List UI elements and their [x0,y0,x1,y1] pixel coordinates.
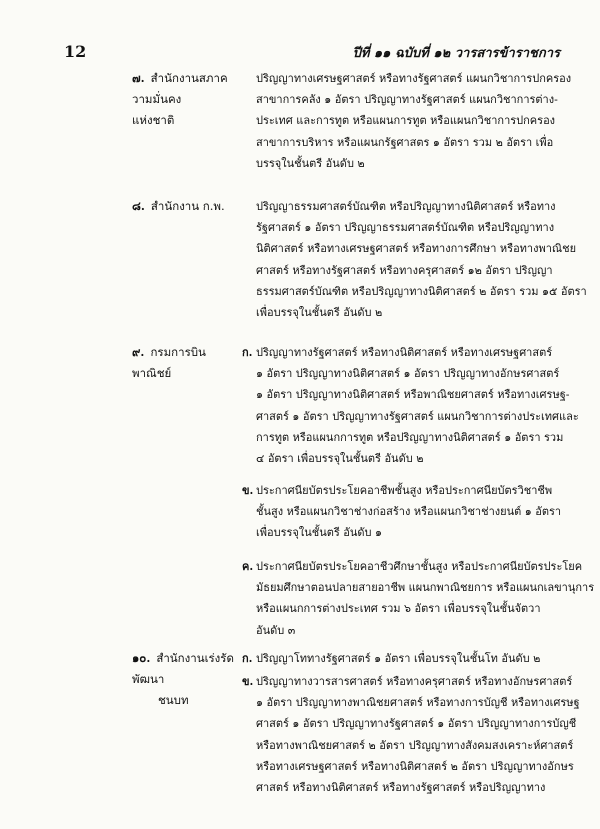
text-line: การทูต หรือแผนกการทูต หรือปริญญาทางนิติศาสตร์ ๑ อัตรา รวม [256,430,564,444]
agency-line: สำนักงานสภาความมั่นคง [132,71,228,106]
text-line: ประกาศนียบัตรประโยคอาชีพชั้นสูง หรือประกาศนียบัตรวิชาชีพ [256,484,553,497]
subsection-marker: ค. [242,560,254,573]
entry-number: ๙. [132,345,145,359]
journal-title: ปีที่ ๑๑ ฉบับที่ ๑๒ วารสารข้าราชการ [352,46,560,61]
text-line: เพื่อบรรจุในชั้นตรี อันดับ ๑ [256,526,383,540]
qualification-text [256,480,562,544]
text-line: ปริญญาทางวารสารศาสตร์ หรือทางครุศาสตร์ หรือทางอักษรศาสตร์ [256,675,573,688]
text-line: หรือทางพาณิชยศาสตร์ ๒ อัตรา ปริญญาทางสังคมสงเคราะห์ศาสตร์ [256,738,574,752]
text-line: ปริญญาโททางรัฐศาสตร์ ๑ อัตรา เพื่อบรรจุในชั้นโท อันดับ ๒ [256,652,541,665]
agency-line: แห่งชาติ [132,113,175,127]
agency-name [132,342,242,384]
text-line: ๑ อัตรา ปริญญาทางนิติศาสตร์ ๑ อัตรา ปริญญาทางอักษรศาสตร์ [256,367,560,381]
text-line: ธรรมศาสตร์บัณฑิต หรือปริญญาทางนิติศาสตร์ ๒ อัตรา รวม ๑๕ อัตรา [256,284,587,298]
text-line: ประกาศนียบัตรประโยคอาชีวศึกษาชั้นสูง หรือประกาศนียบัตรประโยค [256,560,583,573]
page-header [40,30,560,70]
entry-number: ๑๐. [132,651,151,665]
text-line: ประเทศ และการทูต หรือแผนการทูต หรือแผนกวิชาการปกครอง [256,114,556,128]
agency-line: ชนบท [158,693,189,707]
qualification-text [256,342,579,469]
text-line: ชั้นสูง หรือแผนกวิชาช่างก่อสร้าง หรือแผนกวิชาช่างยนต์ ๑ อัตรา [256,505,562,519]
text-line: ปริญญาทางรัฐศาสตร์ หรือทางนิติศาสตร์ หรือทางเศรษฐศาสตร์ [256,346,553,359]
page-number: 12 [64,42,87,61]
subsection-marker: ข. [242,484,254,497]
qualification-text [256,648,552,669]
agency-name [132,68,242,131]
agency-name [132,648,242,711]
text-line: สาขาการคลัง ๑ อัตรา ปริญญาทางรัฐศาสตร์ แผนกวิชาการต่าง- [256,93,558,107]
text-line: หรือแผนกการต่างประเทศ รวม ๖ อัตรา เพื่อบรรจุในชั้นจัตวา [256,602,541,616]
text-line: หรือทางเศรษฐศาสตร์ หรือทางนิติศาสตร์ ๒ อัตรา ปริญญาทางอักษร [256,759,574,773]
subsection-marker: ก. [242,346,253,359]
text-line: ๑ อัตรา ปริญญาทางพาณิชยศาสตร์ หรือทางการบัญชี หรือทางเศรษฐ [256,696,580,710]
text-line: รัฐศาสตร์ ๑ อัตรา ปริญญาธรรมศาสตร์บัณฑิต หรือปริญญาทาง [256,221,555,235]
text-line: บรรจุในชั้นตรี อันดับ ๒ [256,156,365,170]
entry-number: ๘. [132,199,145,213]
qualification-text [256,671,580,798]
agency-name [132,196,242,217]
text-line: มัธยมศึกษาตอนปลายสายอาชีพ แผนกพาณิชยการ หรือแผนกเลขานุการ [256,581,595,595]
text-line: ศาสตร์ ๑ อัตรา ปริญญาทางรัฐศาสตร์ ๑ อัตรา ปริญญาทางการบัญชี [256,717,577,731]
agency-line: สำนักงานเร่งรัดพัฒนา [132,651,234,686]
text-line: ศาสตร์ หรือทางรัฐศาสตร์ หรือทางครุศาสตร์ ๑๒ อัตรา ปริญญา [256,263,553,277]
text-line: ศาสตร์ ๑ อัตรา ปริญญาทางรัฐศาสตร์ แผนกวิชาการต่างประเทศและ [256,409,579,423]
subsection-marker: ก. [242,652,253,665]
text-line: ๔ อัตรา เพื่อบรรจุในชั้นตรี อันดับ ๒ [256,452,424,466]
text-line: สาขาการบริหาร หรือแผนกรัฐศาสตร ๑ อัตรา รวม ๒ อัตรา เพื่อ [256,135,554,149]
text-line: ศาสตร์ หรือทางนิติศาสตร์ หรือทางรัฐศาสตร์ หรือปริญญาทาง [256,781,546,795]
text-line: เพื่อบรรจุในชั้นตรี อันดับ ๒ [256,306,383,320]
subsection-marker: ข. [242,675,254,688]
text-line: ปริญญาธรรมศาสตร์บัณฑิต หรือปริญญาทางนิติศาสตร์ หรือทาง [256,200,556,213]
qualification-text [256,196,587,323]
text-line: นิติศาสตร์ หรือทางเศรษฐศาสตร์ หรือทางการศึกษา หรือทางพาณิชย [256,242,577,256]
qualification-text [256,68,572,174]
agency-line: กรมการบินพาณิชย์ [132,345,206,380]
agency-line: สำนักงาน ก.พ. [150,199,225,213]
text-line: ๑ อัตรา ปริญญาทางนิติศาสตร์ หรือพาณิชยศาสตร์ หรือทางเศรษฐ- [256,388,570,402]
qualification-text [256,556,595,641]
text-line: ปริญญาทางเศรษฐศาสตร์ หรือทางรัฐศาสตร์ แผนกวิชาการปกครอง [256,72,572,85]
text-line: อันดับ ๓ [256,623,296,637]
entry-number: ๗. [132,71,145,85]
